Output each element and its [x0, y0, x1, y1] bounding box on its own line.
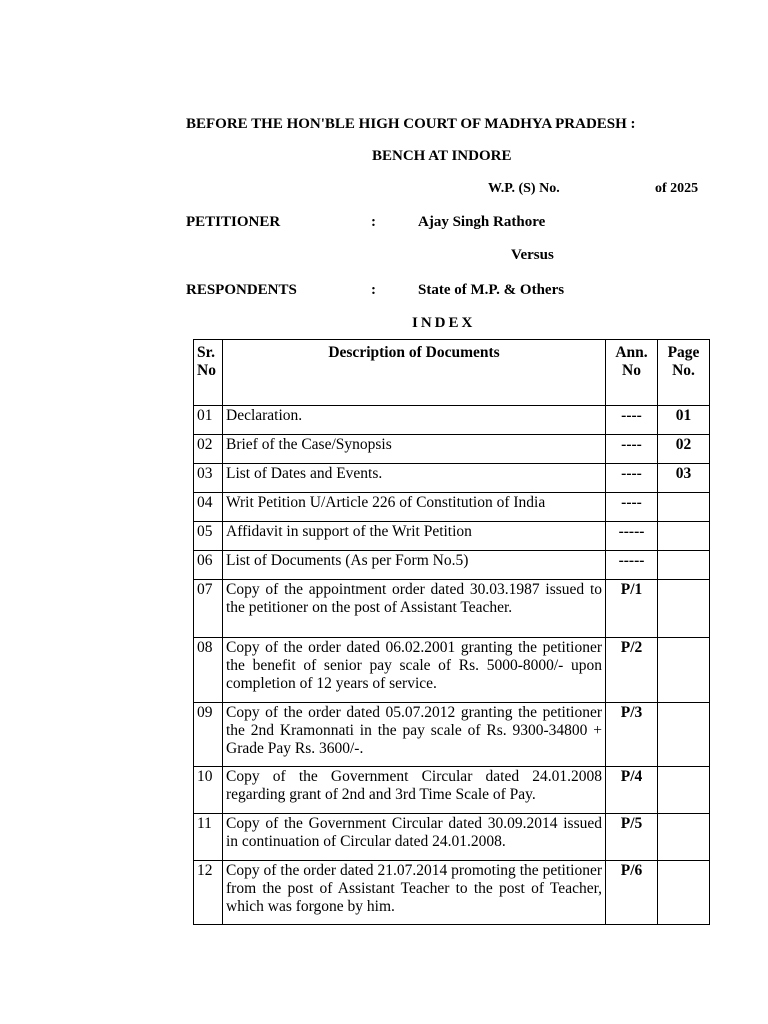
table-row — [194, 464, 710, 493]
row-description: Brief of the Case/Synopsis — [223, 435, 606, 464]
row-description: Copy of the order dated 05.07.2012 granting the petitioner the 2nd Kramonnati in the pay scale of Rs. 9300-34800 + Grade Pay Rs. 3600/-. — [223, 703, 606, 767]
row-page: 03 — [658, 464, 710, 493]
table-row — [194, 435, 710, 464]
row-description: Copy of the order dated 06.02.2001 granting the petitioner the benefit of senior pay scale of Rs. 5000-8000/- upon completion of 12 years of service. — [223, 638, 606, 703]
row-annexure: ---- — [606, 464, 658, 493]
table-row — [194, 767, 710, 814]
row-page — [658, 767, 710, 814]
column-header-sr: Sr.No — [194, 340, 223, 406]
index-table — [193, 339, 710, 925]
row-page — [658, 703, 710, 767]
row-sr: 03 — [194, 464, 223, 493]
wp-number-label: W.P. (S) No. — [488, 181, 560, 196]
row-sr: 08 — [194, 638, 223, 703]
petitioner-label: PETITIONER — [186, 214, 281, 230]
table-row — [194, 861, 710, 925]
wp-year: of 2025 — [655, 181, 699, 196]
table-row — [194, 580, 710, 638]
row-sr: 05 — [194, 522, 223, 551]
row-annexure: ----- — [606, 522, 658, 551]
column-header-annexure: Ann. No — [606, 340, 658, 406]
index-title: INDEX — [412, 315, 476, 331]
row-annexure: P/2 — [606, 638, 658, 703]
row-sr: 04 — [194, 493, 223, 522]
row-annexure: ----- — [606, 551, 658, 580]
row-sr: 01 — [194, 406, 223, 435]
row-page — [658, 493, 710, 522]
row-description: Copy of the order dated 21.07.2014 promoting the petitioner from the post of Assistant Teacher to the post of Teacher, which was forgone by him. — [223, 861, 606, 925]
petitioner-colon: : — [371, 214, 376, 230]
row-sr: 10 — [194, 767, 223, 814]
bench-title: BENCH AT INDORE — [372, 148, 512, 164]
table-row — [194, 638, 710, 703]
table-row — [194, 551, 710, 580]
petitioner-name: Ajay Singh Rathore — [418, 214, 546, 230]
row-annexure: P/6 — [606, 861, 658, 925]
row-sr: 12 — [194, 861, 223, 925]
column-header-description: Description of Documents — [223, 340, 606, 406]
row-description: List of Documents (As per Form No.5) — [223, 551, 606, 580]
row-page: 02 — [658, 435, 710, 464]
respondents-colon: : — [371, 282, 376, 298]
row-page — [658, 861, 710, 925]
table-row — [194, 522, 710, 551]
row-description: List of Dates and Events. — [223, 464, 606, 493]
table-row — [194, 493, 710, 522]
versus-label: Versus — [511, 247, 554, 263]
respondents-name: State of M.P. & Others — [418, 282, 565, 298]
row-sr: 02 — [194, 435, 223, 464]
table-row — [194, 814, 710, 861]
row-description: Writ Petition U/Article 226 of Constitution of India — [223, 493, 606, 522]
table-row — [194, 703, 710, 767]
row-description: Copy of the Government Circular dated 24.01.2008 regarding grant of 2nd and 3rd Time Scale of Pay. — [223, 767, 606, 814]
row-annexure: P/1 — [606, 580, 658, 638]
row-sr: 11 — [194, 814, 223, 861]
court-title: BEFORE THE HON'BLE HIGH COURT OF MADHYA PRADESH : — [186, 116, 636, 132]
row-description: Copy of the Government Circular dated 30.09.2014 issued in continuation of Circular dated 24.01.2008. — [223, 814, 606, 861]
row-annexure: ---- — [606, 435, 658, 464]
table-header-row — [194, 340, 710, 406]
row-description: Declaration. — [223, 406, 606, 435]
row-sr: 09 — [194, 703, 223, 767]
row-page: 01 — [658, 406, 710, 435]
row-page — [658, 551, 710, 580]
row-description: Copy of the appointment order dated 30.03.1987 issued to the petitioner on the post of Assistant Teacher. — [223, 580, 606, 638]
table-row — [194, 406, 710, 435]
row-annexure: P/4 — [606, 767, 658, 814]
row-annexure: ---- — [606, 406, 658, 435]
row-sr: 07 — [194, 580, 223, 638]
row-page — [658, 638, 710, 703]
row-page — [658, 580, 710, 638]
row-annexure: P/5 — [606, 814, 658, 861]
column-header-page: Page No. — [658, 340, 710, 406]
row-sr: 06 — [194, 551, 223, 580]
row-description: Affidavit in support of the Writ Petition — [223, 522, 606, 551]
row-page — [658, 522, 710, 551]
respondents-label: RESPONDENTS — [186, 282, 297, 298]
row-page — [658, 814, 710, 861]
row-annexure: P/3 — [606, 703, 658, 767]
row-annexure: ---- — [606, 493, 658, 522]
